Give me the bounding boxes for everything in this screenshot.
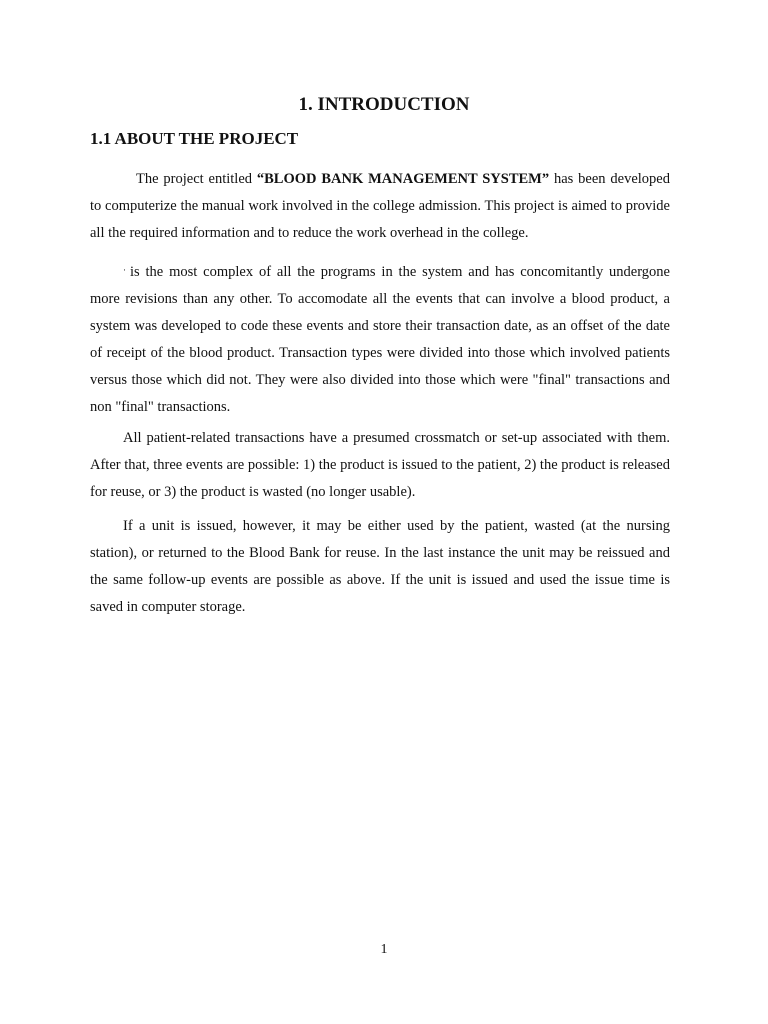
project-name: “BLOOD BANK MANAGEMENT SYSTEM” bbox=[256, 171, 550, 187]
paragraph-patient-transactions bbox=[90, 425, 670, 506]
page-number: 1 bbox=[380, 942, 388, 957]
paragraph-unit-issue bbox=[90, 513, 670, 621]
chapter-title: 1. INTRODUCTION bbox=[298, 94, 470, 115]
section-title: 1.1 ABOUT THE PROJECT bbox=[90, 129, 299, 148]
paragraph-text: is the most complex of all the programs in the system and has concomitantly undergone more revisions than any other. To accomodate all the events that can involve a blood product, a system was developed to code these events and store their transaction date, as an offset of the date of receipt of the blood product. Transaction types were divided into those which involved patients versus those which did not. They were also divided into those which were "final" transactions and non "final" transactions. bbox=[90, 264, 670, 415]
paragraph-text: The project entitled bbox=[136, 171, 257, 187]
paragraph-project-intro bbox=[90, 166, 670, 247]
paragraph-text: All patient-related transactions have a presumed crossmatch or set-up associated with them. After that, three events are possible: 1) the product is issued to the patient, 2) the product is released for reuse, or 3) the product is wasted (no longer usable). bbox=[90, 430, 670, 500]
paragraph-transactions bbox=[90, 257, 670, 421]
bullet-mark: · bbox=[123, 265, 126, 275]
paragraph-text: If a unit is issued, however, it may be either used by the patient, wasted (at the nursing station), or returned to the Blood Bank for reuse. In the last instance the unit may be reissued and the same follow-up events are possible as above. If the unit is issued and used the issue time is saved in computer storage. bbox=[90, 518, 670, 615]
paragraph-text: has been developed to computerize the manual work involved in the college admission. This project is aimed to provide all the required information and to reduce the work overhead in the college. bbox=[90, 171, 670, 241]
